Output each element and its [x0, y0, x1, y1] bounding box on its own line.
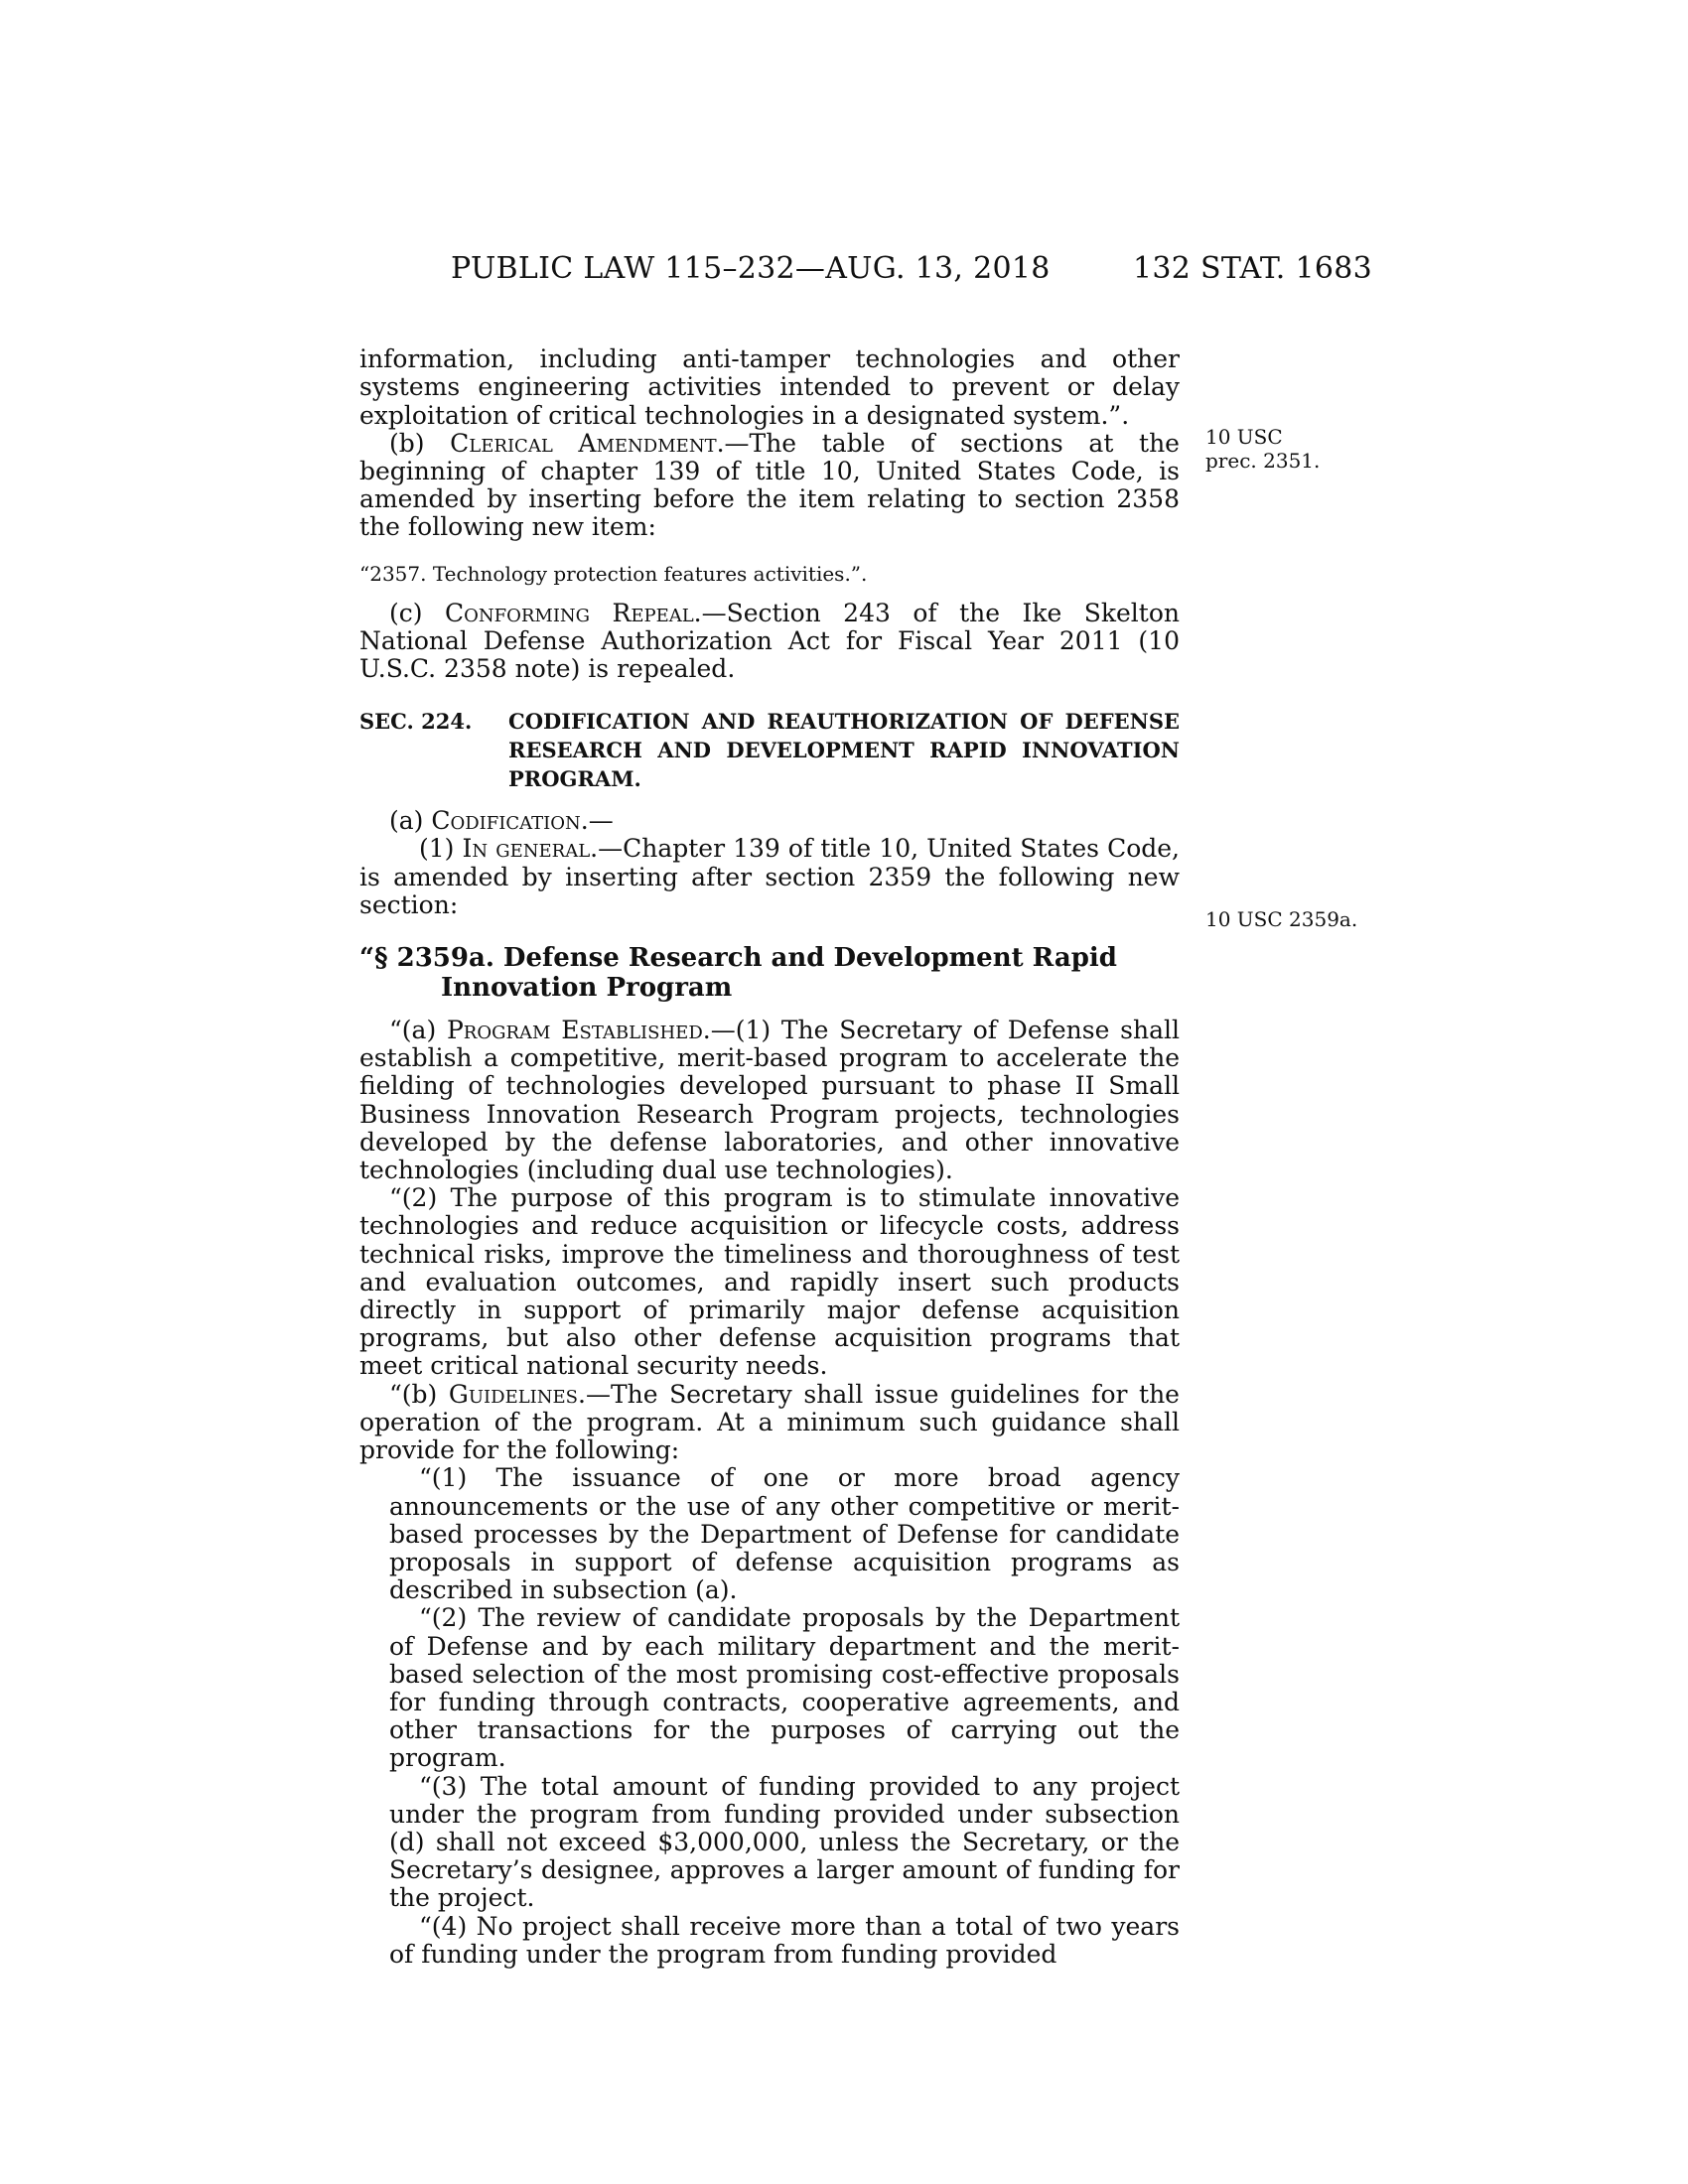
margin-note-line: 10 USC 2359a.	[1205, 907, 1358, 931]
paragraph-a1	[359, 835, 1180, 919]
subsection-label: “(a)	[389, 1016, 447, 1045]
guideline-item-3: “(3) The total amount of funding provided to any project under the program from funding provided under subsection (d) shall not exceed $3,000,000, unless the Secretary, or the Secretary’s designee, approves a larger amount of funding for the project.	[389, 1771, 1180, 1913]
subsection-dash: .—	[580, 806, 614, 836]
guideline-item-4: “(4) No project shall receive more than a total of two years of funding under the program from funding provided	[389, 1911, 1180, 1969]
subsection-b	[359, 430, 1180, 542]
new-subsection-b	[359, 1381, 1180, 1465]
subsection-text: .—Section 243 of the Ike Skelton National Defense Authorization Act for Fiscal Year 2011 (10 U.S.C. 2358 note) is repealed.	[359, 598, 1180, 684]
subsection-text: .—The table of sections at the beginning of chapter 139 of title 10, United States Code, is amended by inserting before the item relating to section 2358 the following new item:	[359, 428, 1180, 542]
paragraph-text: .—Chapter 139 of title 10, United States Code, is amended by inserting after section 2359 the following new section:	[359, 834, 1180, 919]
margin-note-line: 10 USC	[1205, 425, 1283, 449]
continued-paragraph	[359, 318, 1180, 430]
header-stat-citation: 132 STAT. 1683	[1133, 251, 1372, 286]
table-of-sections-item: “2357. Technology protection features activities.”.	[359, 561, 868, 586]
subsection-label: (b)	[389, 428, 451, 458]
subsection-heading: Program Established	[446, 1016, 703, 1045]
subsection-heading: Codification	[431, 806, 581, 836]
document-body	[359, 318, 1180, 1969]
running-header	[359, 251, 1372, 291]
subsection-text: .—The Secretary shall issue guidelines for the operation of the program. At a minimum such guidance shall provide for the following:	[359, 1379, 1180, 1465]
header-title: PUBLIC LAW 115–232—AUG. 13, 2018	[451, 251, 1051, 286]
subsection-label: “(b)	[389, 1379, 449, 1409]
subsection-label: (c)	[389, 598, 445, 627]
margin-note-usc-prec	[1205, 425, 1320, 473]
subsection-a	[359, 807, 1180, 835]
paragraph-heading: In general	[462, 834, 591, 864]
guideline-item-1: “(1) The issuance of one or more broad agency announcements or the use of any other competitive or merit-based processes by the Department of Defense for candidate proposals in support of defense acquisition programs as described in subsection (a).	[389, 1463, 1180, 1605]
continued-text: information, including anti-tamper technologies and other systems engineering activities intended to prevent or delay exploitation of critical technologies in a designated system.”.	[359, 344, 1180, 430]
section-heading-title: CODIFICATION AND REAUTHORIZATION OF DEFENSE RESEARCH AND DEVELOPMENT RAPID INNOVATION PROGRAM.	[508, 709, 1180, 792]
subsection-label: (a)	[389, 806, 432, 836]
paragraph-label: (1)	[419, 834, 463, 864]
margin-note-line: prec. 2351.	[1205, 449, 1321, 473]
new-subsection-a	[359, 1017, 1180, 1184]
new-subsection-a2: “(2) The purpose of this program is to stimulate innovative technologies and reduce acquisition or lifecycle costs, address technical risks, improve the timeliness and thoroughness of test and evaluation outcomes, and rapidly insert such products directly in support of primarily major defense acquisition programs, but also other defense acquisition programs that meet critical national security needs.	[359, 1183, 1180, 1381]
margin-note-usc-2359a	[1205, 907, 1357, 931]
new-section-title: “§ 2359a. Defense Research and Development Rapid Innovation Program	[359, 943, 1117, 1004]
subsection-text: .—(1) The Secretary of Defense shall establish a competitive, merit-based program to accelerate the fielding of technologies developed pursuant to phase II Small Business Innovation Research Program projects, technologies developed by the defense laboratories, and other innovative technologies (including dual use technologies).	[359, 1016, 1181, 1185]
section-heading	[359, 707, 1180, 793]
subsection-c	[359, 600, 1180, 684]
subsection-heading: Clerical Amendment	[450, 428, 717, 458]
guideline-item-2: “(2) The review of candidate proposals by the Department of Defense and by each military department and the merit-based selection of the most promising cost-effective proposals for funding through contracts, cooperative agreements, and other transactions for the purposes of carrying out the program.	[389, 1603, 1180, 1773]
subsection-heading: Guidelines	[448, 1379, 578, 1409]
subsection-heading: Conforming Repeal	[444, 598, 694, 627]
section-number: SEC. 224.	[359, 709, 473, 735]
